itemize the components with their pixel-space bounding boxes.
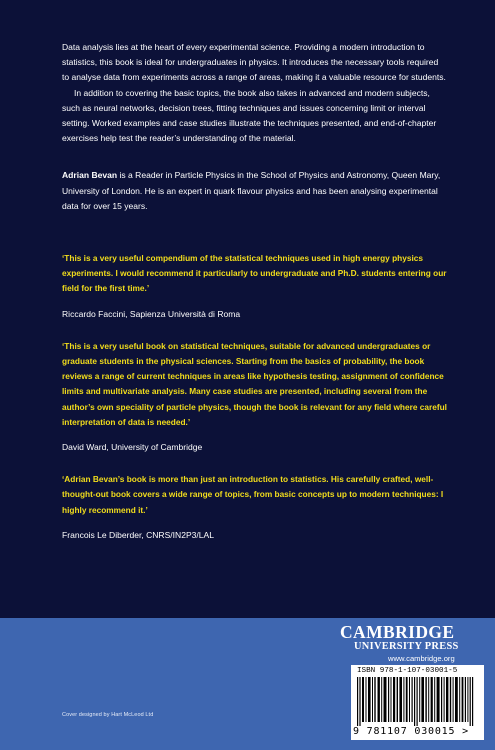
barcode-box	[351, 665, 484, 740]
barcode-digits: 9 781107 030015 >	[353, 726, 469, 737]
review-attribution-3: Francois Le Diberder, CNRS/IN2P3/LAL	[62, 529, 215, 540]
review-quote-2: ‘This is a very useful book on statistical techniques, suitable for advanced undergraduates or graduate students in the physical sciences. Starting from the basics of probability, the book reviews a range of current techniques in areas like hypothesis testing, assignment of confidence limits and multivariate analysis. Many case studies are presented, including several from the author’s own speciality of particle physics, though the book is relevant for any field where careful interpretation of data is needed.’	[62, 340, 447, 427]
blurb-paragraph-2: In addition to covering the basic topics, the book also takes in advanced and modern subjects, such as neural networks, decision trees, fitting techniques and issues concerning limit or interval setting. Worked examples and case studies illustrate the techniques presented, and end-of-chapter exercises help test the reader’s understanding of the material.	[62, 87, 437, 144]
review-attribution-2: David Ward, University of Cambridge	[62, 442, 203, 453]
review-attribution-1: Riccardo Faccini, Sapienza Università di Roma	[62, 308, 241, 319]
publisher-url: www.cambridge.org	[388, 654, 455, 663]
barcode-icon	[357, 677, 478, 726]
isbn-label: ISBN 978-1-107-03001-5	[357, 667, 458, 675]
author-bio-text: is a Reader in Particle Physics in the School of Physics and Astronomy, Queen Mary, University of London. He is an expert in quark flavour physics and has been analysing experimental data for over 15 years.	[62, 170, 441, 211]
cover-credit: Cover designed by Hart McLeod Ltd	[62, 712, 154, 718]
cover-text	[62, 40, 447, 543]
review-quote-1: ‘This is a very useful compendium of the statistical techniques used in high energy physics experiments. I would recommend it particularly to undergraduate and Ph.D. students entering our field for the first time.’	[62, 253, 447, 294]
review-quote-3: ‘Adrian Bevan’s book is more than just an introduction to statistics. His carefully crafted, well-thought-out book covers a wide range of topics, from basic concepts up to modern techniques: I highly recommend it.’	[62, 474, 444, 515]
blurb-paragraph-1: Data analysis lies at the heart of every experimental science. Providing a modern introduction to statistics, this book is ideal for undergraduates in physics. It introduces the necessary tools required to analyse data from experiments across a range of areas, making it a valuable resource for students.	[62, 42, 446, 83]
publisher-name: CAMBRIDGE	[340, 622, 455, 642]
author-name: Adrian Bevan	[62, 170, 118, 181]
publisher-subtitle: UNIVERSITY PRESS	[354, 641, 459, 652]
author-bio	[62, 168, 447, 214]
